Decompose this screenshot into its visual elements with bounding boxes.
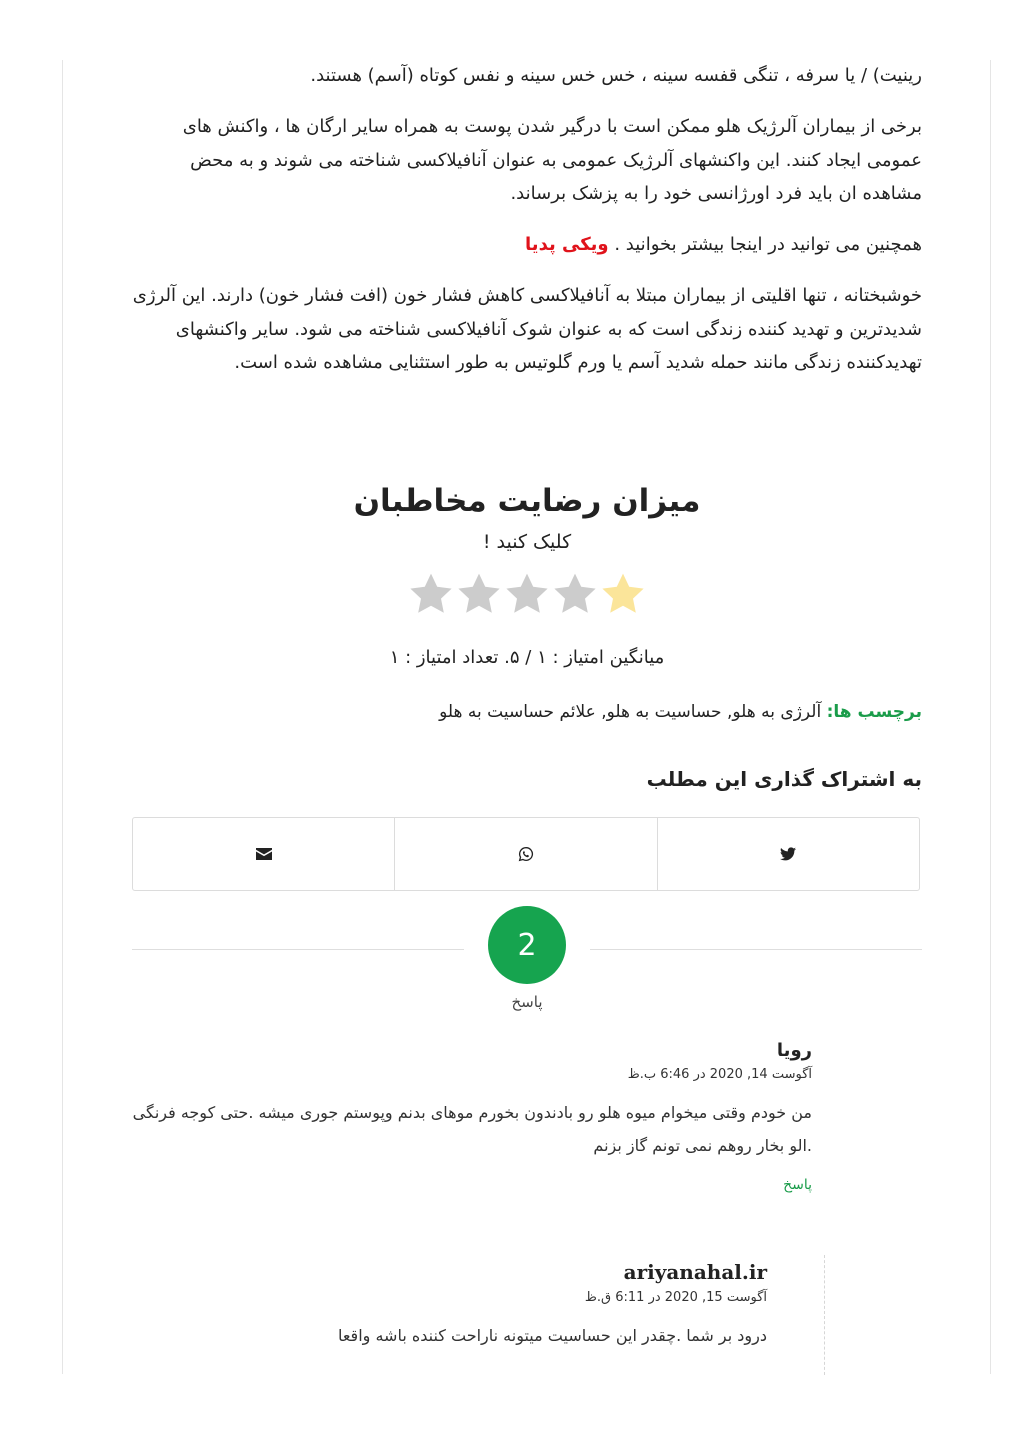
comment-date[interactable]: آگوست 14, 2020 در 6:46 ب.ظ xyxy=(627,1067,812,1082)
comment-reply-link[interactable]: پاسخ xyxy=(783,1177,812,1193)
share-title: به اشتراک گذاری این مطلب xyxy=(646,767,922,791)
star-icon-3[interactable] xyxy=(503,568,551,620)
comment-date[interactable]: آگوست 15, 2020 در 6:11 ق.ظ xyxy=(584,1290,767,1305)
comment-count-badge: 2 xyxy=(488,906,566,984)
share-twitter-button[interactable] xyxy=(657,818,919,890)
star-icon-2[interactable] xyxy=(551,568,599,620)
nested-reply-line xyxy=(824,1255,825,1375)
article-paragraph-2: برخی از بیماران آلرژیک هلو ممکن است با درگیر شدن پوست به همراه سایر ارگان ها ، واکنش های عمومی ایجاد کنند. این واکنشهای آلرژیک عمومی به عنوان آنافیلاکسی شناخته می شوند و به محض مشاهده ان باید فرد اورژانسی خود را به پزشک برساند. xyxy=(182,116,922,204)
comment-text: من خودم وقتی میخوام میوه هلو رو بادندون بخورم موهای بدنم وپوستم جوری میشه .حتی کوجه فرنگی .الو بخار روهم نمی تونم گاز بزنم xyxy=(132,1103,812,1155)
star-icon-5[interactable] xyxy=(407,568,455,620)
comment-2 xyxy=(207,1260,767,1352)
comment-text: درود بر شما .چقدر این حساسیت میتونه ناراحت کننده باشه واقعا xyxy=(337,1326,767,1345)
email-icon xyxy=(256,848,272,860)
share-email-button[interactable] xyxy=(133,818,394,890)
tags-label: برچسب ها: xyxy=(826,702,922,722)
rating-title: میزان رضایت مخاطبان xyxy=(353,483,701,519)
post-tags xyxy=(439,702,922,722)
rating-subtitle: کلیک کنید ! xyxy=(482,531,572,553)
divider-right xyxy=(590,949,922,950)
article-paragraph-4: خوشبختانه ، تنها اقلیتی از بیماران مبتلا به آنافیلاکسی کاهش فشار خون (افت فشار خون) دارند. این آلرژی شدیدترین و تهدید کننده زندگی است که به عنوان شوک آنافیلاکسی شناخته می شود. سایر واکنشهای تهدیدکننده زندگی مانند حمله شدید آسم یا ورم گلوتیس به طور استثنایی مشاهده شده است. xyxy=(132,285,922,373)
comment-author[interactable]: ariyanahal.ir xyxy=(623,1260,767,1284)
share-buttons xyxy=(132,817,920,891)
twitter-icon xyxy=(780,847,796,861)
star-icon-1[interactable] xyxy=(599,568,647,620)
star-icon-4[interactable] xyxy=(455,568,503,620)
article-paragraph-3 xyxy=(132,228,922,262)
rating-stars xyxy=(132,568,922,620)
wikipedia-link[interactable]: ویکی پدیا xyxy=(525,234,609,255)
share-whatsapp-button[interactable] xyxy=(394,818,656,890)
comment-1 xyxy=(132,1040,812,1193)
article-paragraph-1: رینیت) / یا سرفه ، تنگی قفسه سینه ، خس خس سینه و نفس کوتاه (آسم) هستند. xyxy=(310,65,922,86)
read-more-text: همچنین می توانید در اینجا بیشتر بخوانید . xyxy=(614,234,922,255)
rating-average: میانگین امتیاز : ۱ / ۵. تعداد امتیاز : ۱ xyxy=(389,647,665,668)
divider-left xyxy=(132,949,464,950)
tags-list[interactable]: آلرژی به هلو, حساسیت به هلو, علائم حساسیت به هلو xyxy=(439,702,822,722)
whatsapp-icon xyxy=(518,846,534,862)
comment-count-label: پاسخ xyxy=(511,993,543,1011)
comment-author[interactable]: رویا xyxy=(776,1040,812,1061)
